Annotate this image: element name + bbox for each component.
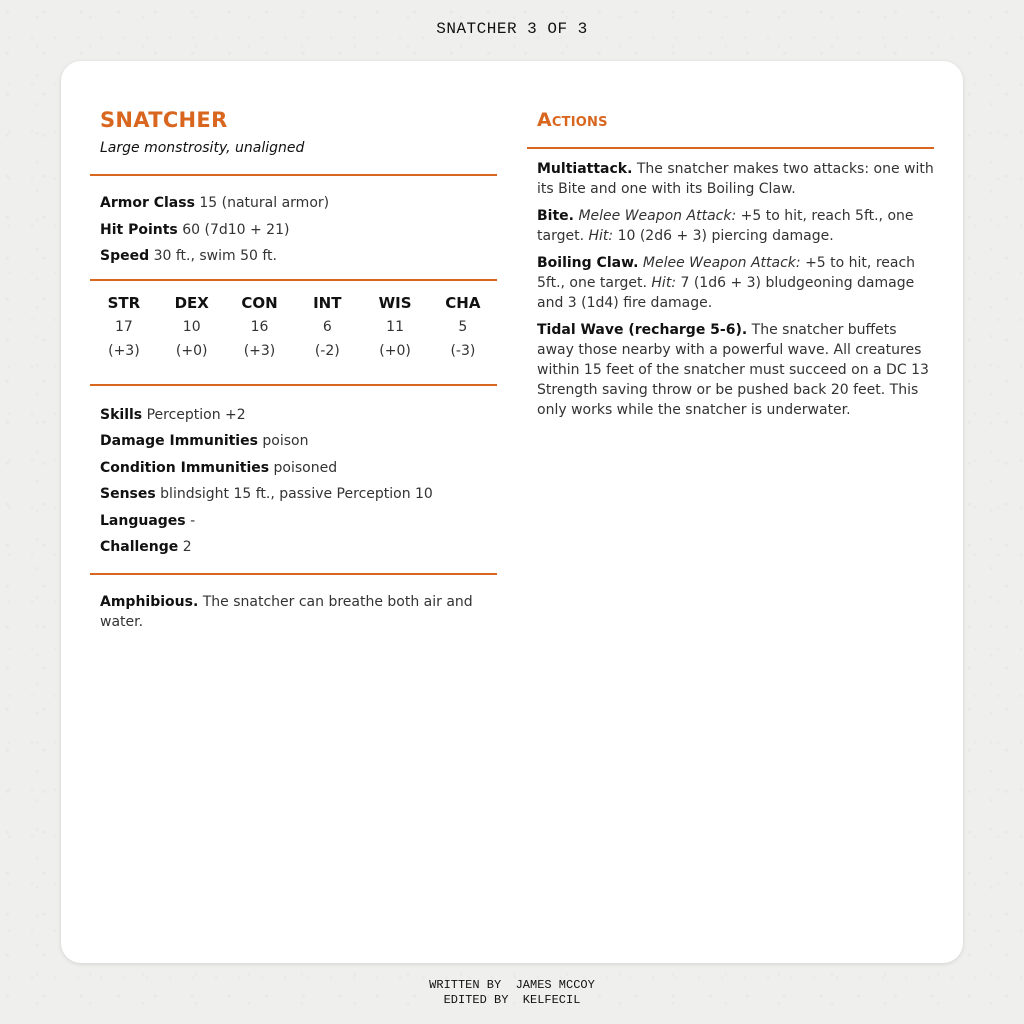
challenge [100,534,497,561]
armor-class-value: 15 (natural armor) [199,195,330,211]
skills-label: Skills [100,406,143,423]
attack-text: +5 to hit, reach 5ft., one target. [537,208,914,244]
secondary-stats [90,386,497,561]
monster-type: Large monstrosity, unaligned [100,140,305,156]
hit-label: Hit: [588,228,614,244]
stat-block-card [61,61,963,963]
monster-name: SNATCHER [100,108,228,132]
ability-modifier: (-2) [314,342,340,359]
attack-text: +5 to hit, reach 5ft., one target. [537,255,916,291]
action-text: The snatcher makes two attacks: one with its Bite and one with its Boiling Claw. [537,161,934,197]
page-header-title: SNATCHER 3 OF 3 [436,20,588,38]
action-tidal-wave [537,320,934,420]
ability-name: CHA [445,293,481,312]
written-by: WRITTEN BY JAMES MCCOY [429,978,595,992]
ability-str [90,291,158,375]
trait-text: The snatcher can breathe both air and water. [100,593,473,630]
ability-name: STR [107,293,141,312]
hit-text: 10 (2d6 + 3) piercing damage. [617,228,834,244]
condition-immunities-value: poisoned [273,459,338,476]
action-name: Tidal Wave (recharge 5-6). [537,322,748,338]
ability-cha [429,291,497,375]
trait-amphibious [90,575,497,632]
hit-text: 7 (1d6 + 3) bludgeoning damage and 3 (1d4) fire damage. [537,275,915,311]
speed-label: Speed [100,248,150,264]
challenge-label: Challenge [100,539,179,555]
credits-footer [0,978,1024,1008]
ability-score: 6 [322,318,332,335]
hit-label: Hit: [651,275,677,291]
hit-points-value: 60 (7d10 + 21) [182,221,290,238]
action-text: The snatcher buffets away those nearby with a powerful wave. All creatures within 15 feet of the snatcher must succeed on a DC 13 Strength saving throw or be pushed back 20 feet. This only works while the snatcher is underwater. [537,322,929,418]
languages-value: - [190,512,196,529]
stat-block-left-column [90,105,497,632]
senses [100,481,497,508]
speed [100,243,497,270]
ability-score: 10 [182,318,201,335]
senses-value: blindsight 15 ft., passive Perception 10 [160,486,433,502]
action-name: Multiattack. [537,161,633,177]
ability-modifier: (+3) [243,342,276,359]
ability-modifier: (+3) [108,342,140,359]
ability-wis [361,291,429,375]
actions-heading: Actions [537,109,608,131]
ability-name: DEX [174,293,209,312]
ability-name: CON [241,293,278,312]
ability-dex [158,291,226,375]
ability-con [226,291,294,375]
ability-modifier: (+0) [175,342,208,359]
action-name: Bite. [537,208,574,224]
speed-value: 30 ft., swim 50 ft. [153,248,277,264]
ability-score: 11 [386,318,404,335]
trait-name: Amphibious. [100,593,199,610]
ability-score: 17 [114,318,133,335]
damage-immunities-label: Damage Immunities [100,433,258,449]
languages-label: Languages [100,512,186,529]
ability-name: INT [313,293,342,312]
ability-modifier: (-3) [450,342,476,359]
condition-immunities [100,455,497,482]
core-stats [90,176,497,270]
armor-class [100,190,497,217]
languages [100,508,497,535]
ability-int [293,291,361,375]
skills-value: Perception +2 [146,406,246,423]
attack-type: Melee Weapon Attack: [642,255,801,271]
action-multiattack [537,159,934,199]
action-bite [537,206,934,246]
condition-immunities-label: Condition Immunities [100,459,270,476]
armor-class-label: Armor Class [100,195,195,211]
skills [100,402,497,429]
edited-by: EDITED BY KELFECIL [443,993,581,1007]
ability-score: 16 [250,318,269,335]
ability-score: 5 [458,318,468,335]
damage-immunities [100,428,497,455]
challenge-value: 2 [182,539,192,555]
damage-immunities-value: poison [262,433,309,449]
ability-scores [90,281,497,375]
hit-points [100,217,497,244]
ability-name: WIS [378,293,412,312]
actions-list [527,149,934,420]
attack-type: Melee Weapon Attack: [578,208,737,224]
stat-block-right-column [527,105,934,427]
hit-points-label: Hit Points [100,221,178,238]
action-boiling-claw [537,253,934,313]
senses-label: Senses [100,486,156,502]
action-name: Boiling Claw. [537,255,639,271]
ability-modifier: (+0) [379,342,411,359]
